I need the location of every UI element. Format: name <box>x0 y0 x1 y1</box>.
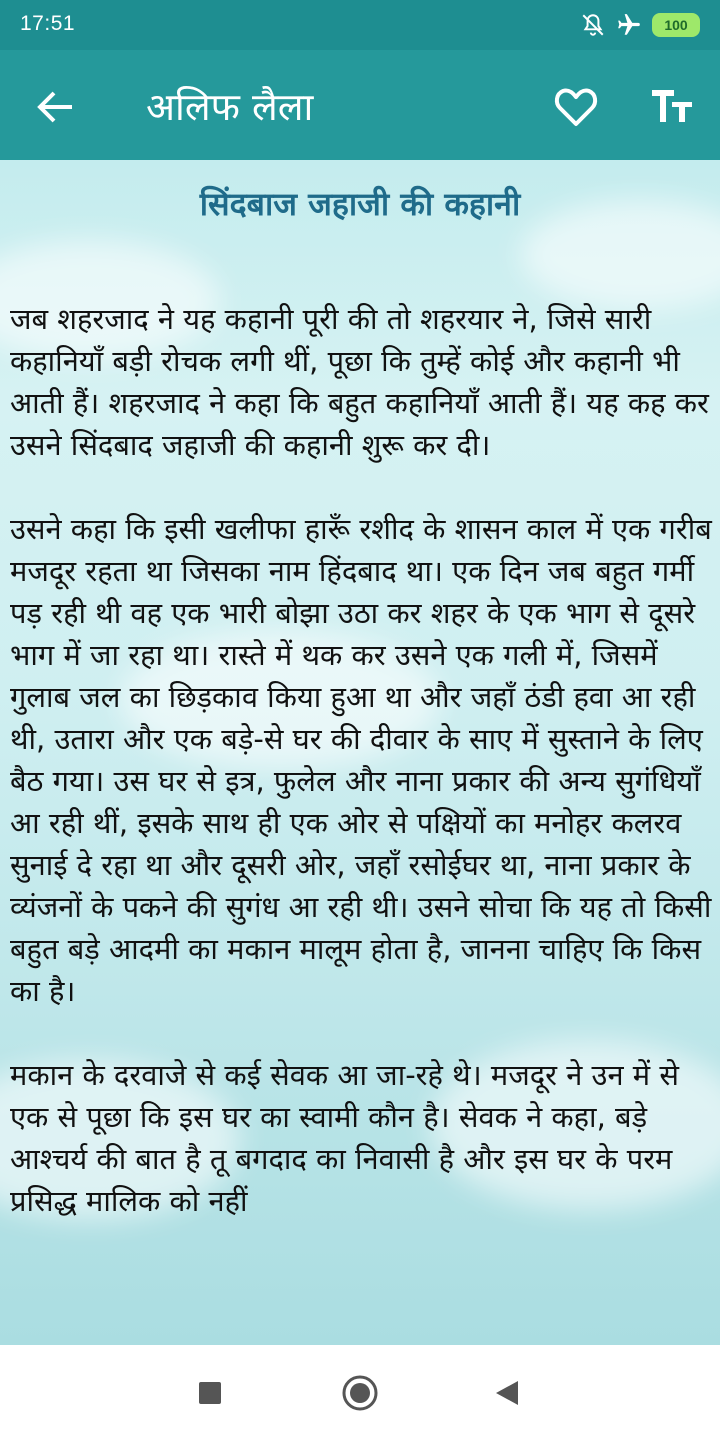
status-icons <box>580 12 700 38</box>
app-title: अलिफ लैला <box>146 85 314 129</box>
system-nav-bar <box>0 1345 720 1440</box>
status-bar <box>0 0 720 50</box>
notifications-off-icon <box>580 12 606 38</box>
circle-home-icon <box>341 1374 379 1412</box>
recents-button[interactable] <box>198 1381 222 1409</box>
story-content[interactable] <box>0 160 720 1345</box>
story-paragraph: मकान के दरवाजे से कई सेवक आ जा-रहे थे। मजदूर ने उन में से एक से पूछा कि इस घर का स्वामी कौन है। सेवक ने कहा, बड़े आश्चर्य की बात है तू बगदाद का निवासी है और इस घर के परम प्रसिद्ध मालिक को नहीं <box>10 1058 679 1218</box>
app-bar <box>0 50 720 160</box>
nav-back-button[interactable] <box>494 1379 520 1411</box>
square-recents-icon <box>198 1381 222 1405</box>
back-button[interactable] <box>30 82 80 132</box>
text-size-icon <box>650 84 696 130</box>
home-button[interactable] <box>341 1374 379 1416</box>
story-paragraph: जब शहरजाद ने यह कहानी पूरी की तो शहरयार ने, जिसे सारी कहानियाँ बड़ी रोचक लगी थीं, पूछा कि तुम्हें कोई और कहानी भी आती हैं। शहरजाद ने कहा कि बहुत कहानियाँ आती हैं। यह कह कर उसने सिंदबाद जहाजी की कहानी शुरू कर दी। <box>10 302 709 462</box>
text-size-button[interactable] <box>650 84 696 130</box>
status-time: 17:51 <box>20 12 76 35</box>
heart-outline-icon <box>552 83 600 131</box>
triangle-back-icon <box>494 1379 520 1407</box>
story-title: सिंदबाज जहाजी की कहानी <box>199 185 521 223</box>
arrow-left-icon <box>30 82 80 132</box>
story-paragraph: उसने कहा कि इसी खलीफा हारूँ रशीद के शासन काल में एक गरीब मजदूर रहता था जिसका नाम हिंदबाद था। एक दिन जब बहुत गर्मी पड़ रही थी वह एक भारी बोझा उठा कर शहर के एक भाग से दूसरे भाग में जा रहा था। रास्ते में थक कर उसने एक गली में, जिसमें गुलाब जल का छिड़काव किया हुआ था और जहाँ ठंडी हवा आ रही थी, उतारा और एक बड़े-से घर की दीवार के साए में सुस्ताने के लिए बैठ गया। उस घर से इत्र, फुलेल और नाना प्रकार की अन्य सुगंधियाँ आ रही थीं, इसके साथ ही एक ओर से पक्षियों का मनोहर कलरव सुनाई दे रहा था और दूसरी ओर, जहाँ रसोईघर था, नाना प्रकार के व्यंजनों के पकने की सुगंध आ रही थी। उसने सोचा कि यह तो किसी बहुत बड़े आदमी का मकान मालूम होता है, जानना चाहिए कि किस का है। <box>10 512 712 1008</box>
airplane-mode-icon <box>616 12 642 38</box>
favorite-button[interactable] <box>552 83 600 131</box>
story-body <box>10 298 714 1264</box>
battery-indicator: 100 <box>652 13 700 37</box>
